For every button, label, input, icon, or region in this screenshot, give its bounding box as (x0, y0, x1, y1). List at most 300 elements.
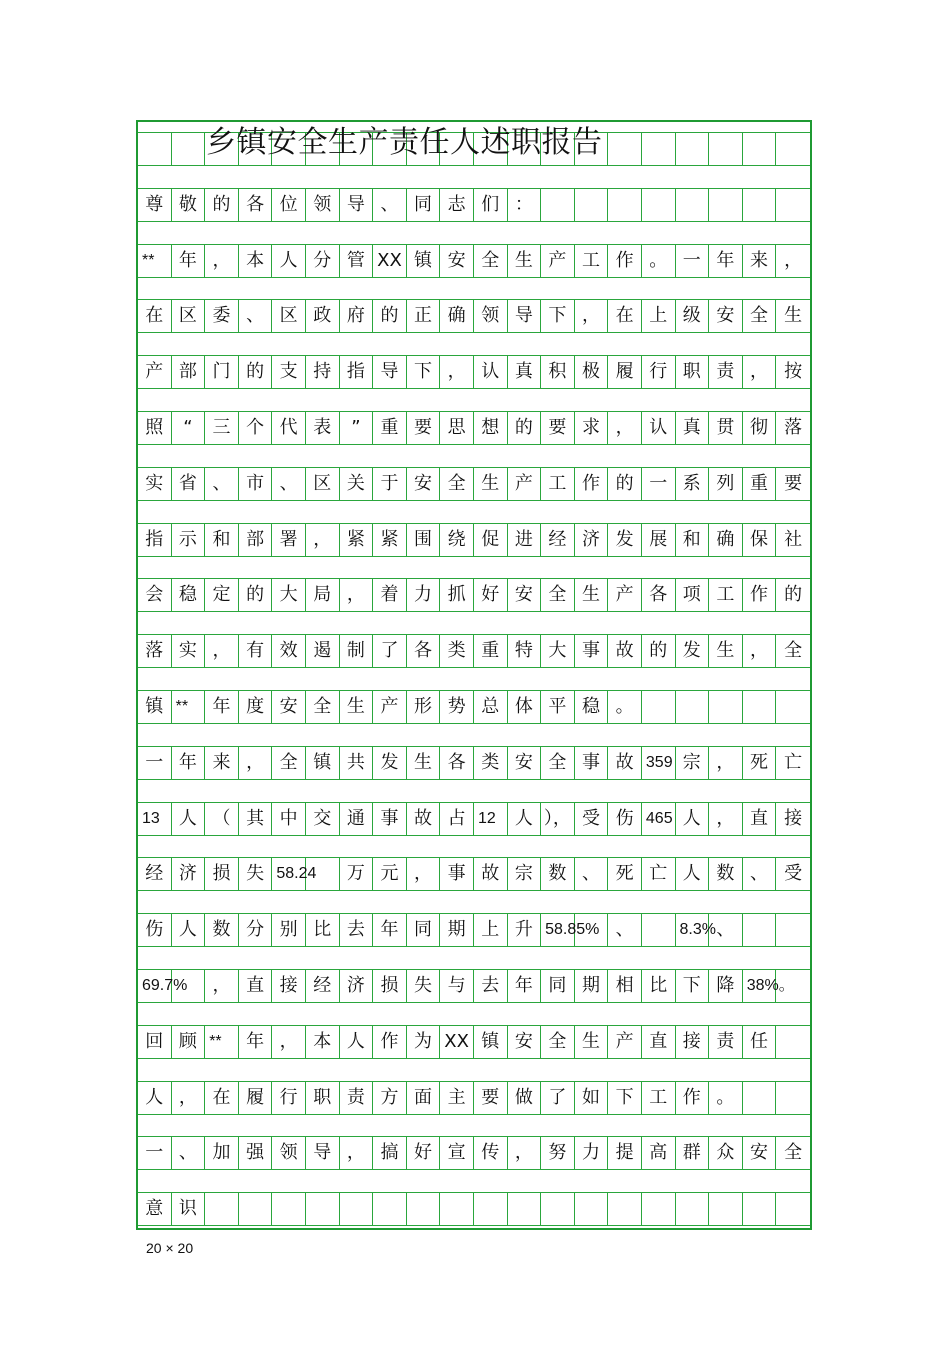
grid-cell: 大 (541, 634, 575, 668)
grid-cell: 12 (474, 802, 508, 836)
grid-cell (575, 1192, 609, 1226)
grid-cell: ， (205, 969, 239, 1003)
grid-cell: 本 (306, 1025, 340, 1059)
grid-cell: 。 (642, 244, 676, 278)
grid-cell: 定 (205, 578, 239, 612)
grid-cell: 宗 (676, 746, 710, 780)
grid-cell: ， (709, 802, 743, 836)
grid-cell: （ (205, 802, 239, 836)
grid-cell: 部 (172, 355, 206, 389)
grid-cell: 人 (172, 802, 206, 836)
grid-cell: XX (373, 244, 407, 278)
grid-cell: 故 (474, 857, 508, 891)
grid-cell: 、 (608, 913, 642, 947)
grid-cell: 年 (373, 913, 407, 947)
grid-cell: 面 (407, 1081, 441, 1115)
grid-cell: 有 (239, 634, 273, 668)
grid-cell: 促 (474, 523, 508, 557)
grid-cell (642, 1192, 676, 1226)
grid-cell: 表 (306, 411, 340, 445)
grid-cell: 全 (541, 578, 575, 612)
grid-cell: 类 (440, 634, 474, 668)
grid-cell: 的 (205, 188, 239, 222)
grid-cell (172, 132, 206, 166)
grid-cell: 全 (776, 634, 810, 668)
grid-cell: 生 (575, 1025, 609, 1059)
grid-cell: 进 (508, 523, 542, 557)
grid-cell: 全 (440, 467, 474, 501)
grid-cell: ， (608, 411, 642, 445)
grid-cell: 行 (642, 355, 676, 389)
grid-cell (407, 1192, 441, 1226)
grid-cell: 社 (776, 523, 810, 557)
grid-cell: 实 (172, 634, 206, 668)
grid-cell: 在 (138, 299, 172, 333)
grid-cell: 损 (373, 969, 407, 1003)
grid-cell: 的 (642, 634, 676, 668)
grid-cell: 直 (239, 969, 273, 1003)
grid-cell (541, 1192, 575, 1226)
grid-cell: 要 (407, 411, 441, 445)
grid-cell: 8.3% (676, 913, 710, 947)
grid-cell: 代 (272, 411, 306, 445)
grid-cell: 的 (508, 411, 542, 445)
grid-cell: 接 (776, 802, 810, 836)
grid-cell: 失 (239, 857, 273, 891)
grid-cell: 安 (508, 746, 542, 780)
grid-cell: 按 (776, 355, 810, 389)
text-row (138, 578, 810, 612)
grid-cell: 总 (474, 690, 508, 724)
grid-cell: 的 (373, 299, 407, 333)
grid-cell: 全 (743, 299, 777, 333)
grid-cell: 导 (373, 355, 407, 389)
grid-cell: 直 (743, 802, 777, 836)
grid-cell: 顾 (172, 1025, 206, 1059)
grid-cell: ， (508, 1136, 542, 1170)
grid-cell (709, 188, 743, 222)
grid-cell: 降 (709, 969, 743, 1003)
grid-cell: 年 (205, 690, 239, 724)
text-row (138, 299, 810, 333)
grid-cell: 、 (709, 913, 743, 947)
grid-cell: 作 (743, 578, 777, 612)
grid-cell: 重 (373, 411, 407, 445)
grid-cell: 体 (508, 690, 542, 724)
grid-cell (138, 132, 172, 166)
grid-cell: 回 (138, 1025, 172, 1059)
grid-cell: 搞 (373, 1136, 407, 1170)
grid-cell: 们 (474, 188, 508, 222)
grid-cell: 任 (743, 1025, 777, 1059)
grid-cell: 保 (743, 523, 777, 557)
grid-cell: 支 (272, 355, 306, 389)
grid-cell: ， (205, 244, 239, 278)
grid-cell: 数 (709, 857, 743, 891)
grid-cell (541, 188, 575, 222)
text-row (138, 411, 810, 445)
grid-cell: 围 (407, 523, 441, 557)
grid-cell: 积 (541, 355, 575, 389)
manuscript-sheet (136, 120, 812, 1230)
grid-cell: 经 (306, 969, 340, 1003)
grid-cell: 好 (407, 1136, 441, 1170)
grid-cell: 确 (709, 523, 743, 557)
grid-cell: 如 (575, 1081, 609, 1115)
grid-cell: 宣 (440, 1136, 474, 1170)
grid-cell (205, 1192, 239, 1226)
grid-cell: 镇 (138, 690, 172, 724)
grid-cell: ** (205, 1025, 239, 1059)
grid-cell: 事 (440, 857, 474, 891)
grid-cell: 期 (440, 913, 474, 947)
grid-cell (306, 857, 340, 891)
grid-cell: 要 (776, 467, 810, 501)
grid-cell: 提 (608, 1136, 642, 1170)
grid-cell: 了 (541, 1081, 575, 1115)
grid-cell: ， (205, 634, 239, 668)
grid-cell: ， (743, 355, 777, 389)
grid-cell: 群 (676, 1136, 710, 1170)
grid-cell: 求 (575, 411, 609, 445)
grid-cell (676, 132, 710, 166)
grid-cell: 作 (575, 467, 609, 501)
grid-cell: 生 (575, 578, 609, 612)
grid-cell: 安 (709, 299, 743, 333)
text-row (138, 634, 810, 668)
grid-cell: 紧 (373, 523, 407, 557)
grid-cell (306, 1192, 340, 1226)
grid-cell: 安 (743, 1136, 777, 1170)
grid-cell: 升 (508, 913, 542, 947)
grid-cell: ， (340, 1136, 374, 1170)
grid-cell: 领 (306, 188, 340, 222)
grid-cell: 生 (340, 690, 374, 724)
text-row (138, 1025, 810, 1059)
grid-cell: 绕 (440, 523, 474, 557)
grid-cell: 、 (205, 467, 239, 501)
grid-cell: 通 (340, 802, 374, 836)
grid-cell: 的 (608, 467, 642, 501)
grid-cell (474, 1192, 508, 1226)
grid-cell: 确 (440, 299, 474, 333)
grid-cell: 来 (205, 746, 239, 780)
grid-cell: 导 (306, 1136, 340, 1170)
grid-cell: 安 (272, 690, 306, 724)
grid-cell: 安 (508, 1025, 542, 1059)
grid-cell: 的 (239, 578, 273, 612)
grid-cell: 关 (340, 467, 374, 501)
text-row (138, 523, 810, 557)
grid-cell: 下 (676, 969, 710, 1003)
grid-cell: 镇 (306, 746, 340, 780)
grid-cell (642, 132, 676, 166)
text-row (138, 1136, 810, 1170)
grid-cell: 亡 (642, 857, 676, 891)
grid-cell: 一 (676, 244, 710, 278)
grid-cell: “ (172, 411, 206, 445)
grid-cell: 359 (642, 746, 676, 780)
grid-cell: 死 (743, 746, 777, 780)
grid-cell: 位 (272, 188, 306, 222)
grid-size-label: 20 × 20 (146, 1240, 194, 1256)
grid-cell: 生 (407, 746, 441, 780)
grid-cell: 失 (407, 969, 441, 1003)
grid-cell: 各 (407, 634, 441, 668)
grid-cell: 分 (306, 244, 340, 278)
grid-cell (743, 913, 777, 947)
text-row (138, 1081, 810, 1115)
grid-cell: 占 (440, 802, 474, 836)
grid-cell: 志 (440, 188, 474, 222)
grid-cell: 努 (541, 1136, 575, 1170)
grid-cell: 类 (474, 746, 508, 780)
grid-cell (608, 188, 642, 222)
grid-cell: 彻 (743, 411, 777, 445)
grid-cell: 元 (373, 857, 407, 891)
grid-cell: 落 (138, 634, 172, 668)
grid-cell: 真 (508, 355, 542, 389)
grid-cell: 宗 (508, 857, 542, 891)
grid-cell: 济 (575, 523, 609, 557)
grid-cell (575, 188, 609, 222)
grid-cell: 尊 (138, 188, 172, 222)
text-row (138, 857, 810, 891)
grid-cell: 全 (272, 746, 306, 780)
grid-cell: XX (440, 1025, 474, 1059)
grid-cell: 和 (676, 523, 710, 557)
grid-cell: 认 (474, 355, 508, 389)
grid-cell: 着 (373, 578, 407, 612)
grid-cell: ， (172, 1081, 206, 1115)
text-row (138, 355, 810, 389)
grid-cell: 万 (340, 857, 374, 891)
grid-cell: 系 (676, 467, 710, 501)
text-row (138, 746, 810, 780)
grid-cell: 产 (373, 690, 407, 724)
grid-cell: 、 (743, 857, 777, 891)
grid-cell: 行 (272, 1081, 306, 1115)
grid-cell: 故 (608, 746, 642, 780)
grid-cell: 遏 (306, 634, 340, 668)
grid-cell: 。 (709, 1081, 743, 1115)
grid-cell: 意 (138, 1192, 172, 1226)
grid-cell: 方 (373, 1081, 407, 1115)
grid-cell: 为 (407, 1025, 441, 1059)
grid-cell: 事 (575, 746, 609, 780)
grid-cell (743, 188, 777, 222)
grid-cell: 期 (575, 969, 609, 1003)
grid-cell: 58.85% (541, 913, 575, 947)
grid-cell: 识 (172, 1192, 206, 1226)
grid-cell: 的 (239, 355, 273, 389)
grid-cell: 各 (440, 746, 474, 780)
grid-cell: 履 (239, 1081, 273, 1115)
grid-cell (272, 1192, 306, 1226)
grid-cell: ， (709, 746, 743, 780)
grid-cell: 真 (676, 411, 710, 445)
grid-cell: 工 (709, 578, 743, 612)
grid-cell (776, 1025, 810, 1059)
grid-cell: 力 (407, 578, 441, 612)
grid-cell: 损 (205, 857, 239, 891)
grid-cell: 直 (642, 1025, 676, 1059)
grid-cell: ， (407, 857, 441, 891)
grid-cell: 稳 (172, 578, 206, 612)
grid-cell: 指 (138, 523, 172, 557)
grid-cell: ， (239, 746, 273, 780)
grid-cell: 年 (239, 1025, 273, 1059)
grid-cell: 管 (340, 244, 374, 278)
grid-cell: ** (172, 690, 206, 724)
grid-cell: 照 (138, 411, 172, 445)
grid-cell (608, 1192, 642, 1226)
text-row (138, 690, 810, 724)
grid-cell: 同 (541, 969, 575, 1003)
grid-cell: 数 (541, 857, 575, 891)
grid-cell: 主 (440, 1081, 474, 1115)
grid-cell: 故 (407, 802, 441, 836)
grid-cell: 生 (776, 299, 810, 333)
grid-cell: 在 (205, 1081, 239, 1115)
grid-cell: 三 (205, 411, 239, 445)
grid-cell (709, 690, 743, 724)
grid-cell (743, 1081, 777, 1115)
grid-cell: 要 (474, 1081, 508, 1115)
grid-cell: 省 (172, 467, 206, 501)
grid-cell: 中 (272, 802, 306, 836)
grid-cell: 济 (172, 857, 206, 891)
grid-cell (776, 969, 810, 1003)
text-row (138, 467, 810, 501)
grid-cell: 府 (340, 299, 374, 333)
grid-cell: 一 (642, 467, 676, 501)
grid-cell: 作 (676, 1081, 710, 1115)
grid-cell: 、 (272, 467, 306, 501)
grid-cell: 上 (642, 299, 676, 333)
grid-cell: 加 (205, 1136, 239, 1170)
grid-cell: 紧 (340, 523, 374, 557)
grid-cell: 部 (239, 523, 273, 557)
grid-cell (776, 1192, 810, 1226)
grid-cell (642, 690, 676, 724)
grid-cell: 作 (608, 244, 642, 278)
grid-cell: 领 (474, 299, 508, 333)
grid-cell: 抓 (440, 578, 474, 612)
grid-cell: 生 (474, 467, 508, 501)
grid-cell: 发 (676, 634, 710, 668)
grid-cell: ）， (541, 802, 575, 836)
grid-cell: 人 (508, 802, 542, 836)
grid-cell: 责 (340, 1081, 374, 1115)
grid-cell: 和 (205, 523, 239, 557)
grid-cell: 伤 (138, 913, 172, 947)
grid-cell: ” (340, 411, 374, 445)
grid-cell: ： (508, 188, 542, 222)
grid-cell (172, 969, 206, 1003)
grid-cell: 做 (508, 1081, 542, 1115)
grid-cell: 13 (138, 802, 172, 836)
grid-cell: 局 (306, 578, 340, 612)
grid-cell: 敬 (172, 188, 206, 222)
grid-cell: 势 (440, 690, 474, 724)
grid-cell: 好 (474, 578, 508, 612)
grid-cell: 全 (541, 746, 575, 780)
grid-cell: 高 (642, 1136, 676, 1170)
grid-cell: 、 (575, 857, 609, 891)
grid-cell: 、 (373, 188, 407, 222)
grid-cell: 事 (575, 634, 609, 668)
grid-cell: 署 (272, 523, 306, 557)
grid-cell: 交 (306, 802, 340, 836)
grid-cell: 发 (373, 746, 407, 780)
grid-cell (642, 188, 676, 222)
grid-cell: 落 (776, 411, 810, 445)
grid-cell: 济 (340, 969, 374, 1003)
grid-cell: 全 (474, 244, 508, 278)
grid-cell: 正 (407, 299, 441, 333)
grid-cell: 比 (306, 913, 340, 947)
grid-cell: 一 (138, 1136, 172, 1170)
document-title: 乡镇安全生产责任人述职报告 (206, 125, 603, 160)
grid-cell: 工 (575, 244, 609, 278)
grid-cell: 全 (306, 690, 340, 724)
grid-cell: 市 (239, 467, 273, 501)
grid-cell: 强 (239, 1136, 273, 1170)
grid-cell: 责 (709, 1025, 743, 1059)
grid-cell: 工 (541, 467, 575, 501)
grid-cell: 在 (608, 299, 642, 333)
grid-cell: 产 (138, 355, 172, 389)
grid-cell: 同 (407, 913, 441, 947)
grid-cell: 发 (608, 523, 642, 557)
grid-cell: 本 (239, 244, 273, 278)
grid-cell: 度 (239, 690, 273, 724)
grid-cell: 个 (239, 411, 273, 445)
grid-cell (508, 1192, 542, 1226)
grid-cell: 责 (709, 355, 743, 389)
grid-cell: 展 (642, 523, 676, 557)
grid-cell (608, 132, 642, 166)
grid-cell: 的 (776, 578, 810, 612)
grid-cell: 导 (508, 299, 542, 333)
grid-cell: 受 (776, 857, 810, 891)
grid-cell: 人 (172, 913, 206, 947)
grid-cell: 69.7% (138, 969, 172, 1003)
grid-cell (776, 1081, 810, 1115)
grid-cell: 项 (676, 578, 710, 612)
grid-cell (440, 1192, 474, 1226)
grid-cell: 来 (743, 244, 777, 278)
grid-cell: 伤 (608, 802, 642, 836)
grid-cell: 人 (272, 244, 306, 278)
grid-cell: 众 (709, 1136, 743, 1170)
grid-cell (709, 1192, 743, 1226)
grid-cell: 故 (608, 634, 642, 668)
grid-cell: 安 (407, 467, 441, 501)
grid-cell: 思 (440, 411, 474, 445)
grid-cell: 年 (508, 969, 542, 1003)
grid-cell: 特 (508, 634, 542, 668)
grid-cell (676, 1192, 710, 1226)
grid-cell: ， (440, 355, 474, 389)
grid-cell (373, 1192, 407, 1226)
grid-cell: 465 (642, 802, 676, 836)
grid-cell: 作 (373, 1025, 407, 1059)
grid-cell (776, 690, 810, 724)
text-row (138, 188, 810, 222)
grid-cell: 镇 (474, 1025, 508, 1059)
